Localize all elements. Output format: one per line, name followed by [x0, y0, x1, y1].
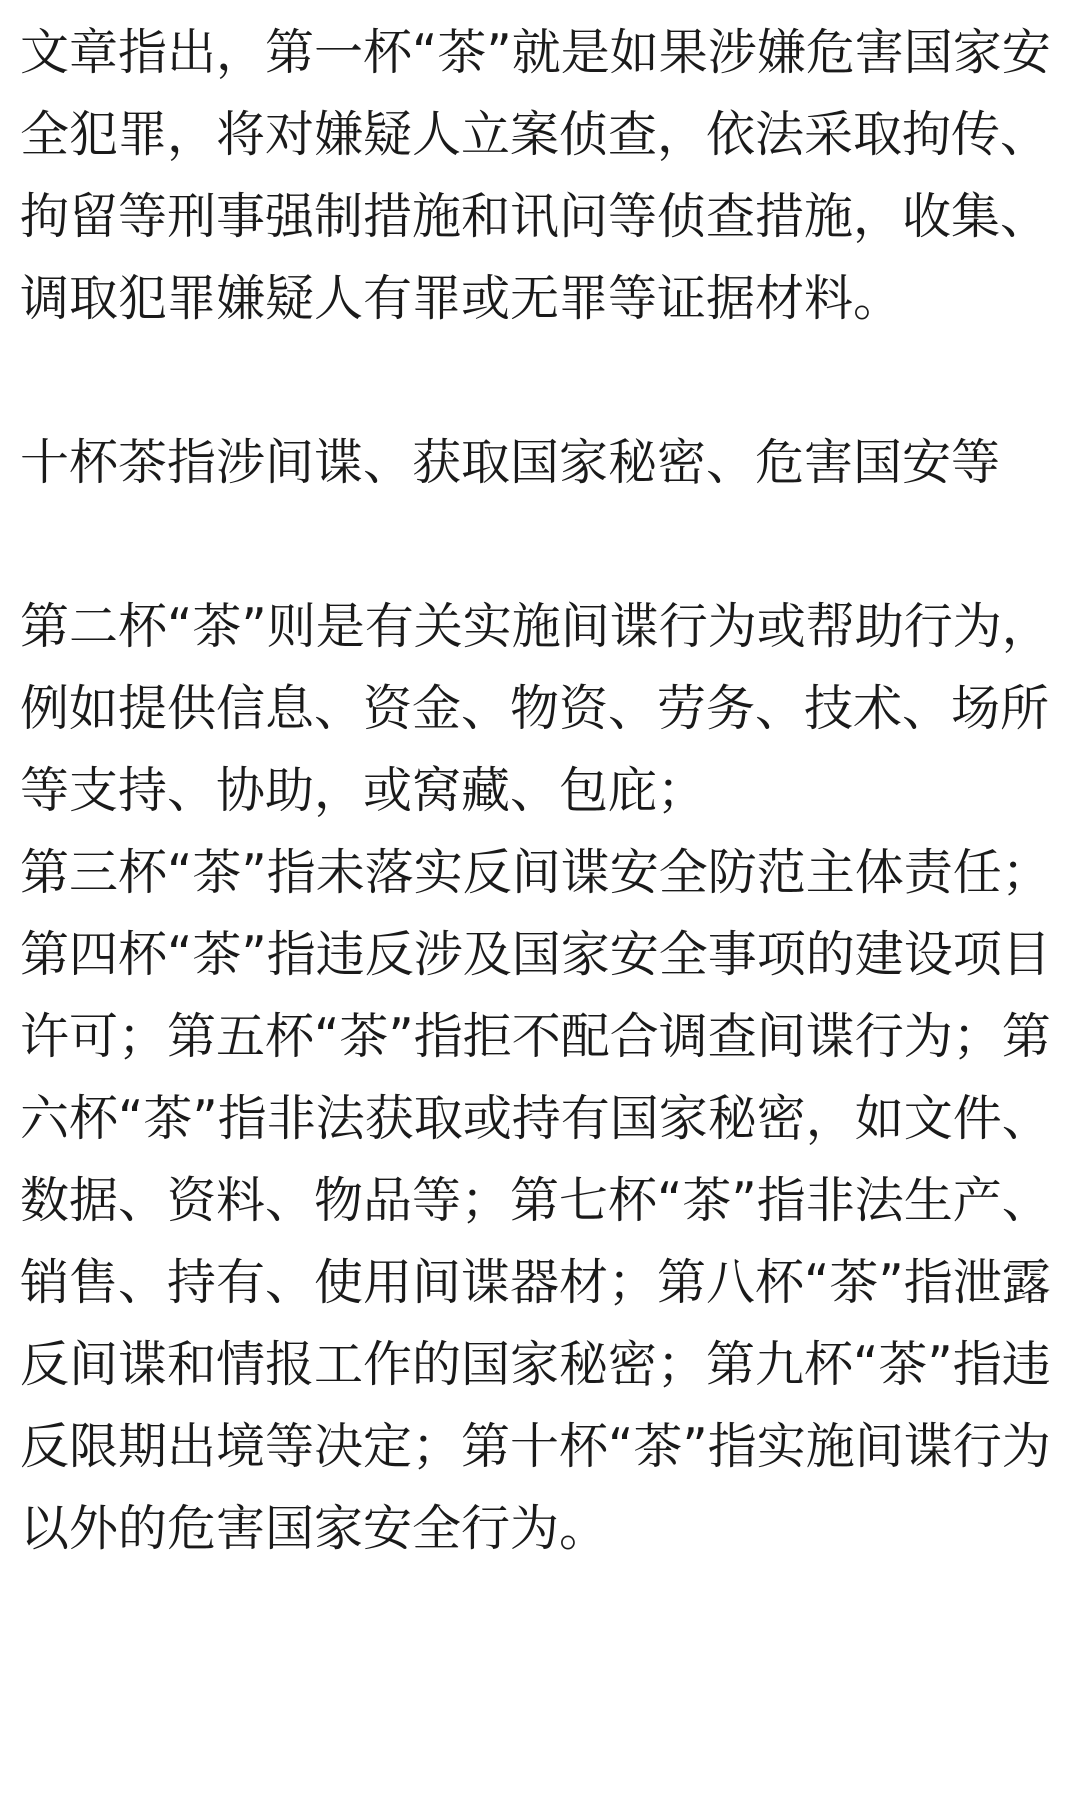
paragraph-second-cup: 第二杯“茶”则是有关实施间谍行为或帮助行为，例如提供信息、资金、物资、劳务、技术、场所等支持、协助，或窝藏、包庇； [20, 598, 1051, 819]
paragraph-third-to-tenth-cups: 第三杯“茶”指未落实反间谍安全防范主体责任；第四杯“茶”指违反涉及国家安全事项的建设项目许可；第五杯“茶”指拒不配合调查间谍行为；第六杯“茶”指非法获取或持有国家秘密，如文件、数据、资料、物品等；第七杯“茶”指非法生产、销售、持有、使用间谍器材；第八杯“茶”指泄露反间谍和情报工作的国家秘密；第九杯“茶”指违反限期出境等决定；第十杯“茶”指实施间谍行为以外的危害国家安全行为。 [20, 844, 1051, 1557]
paragraph-spacer [20, 504, 1068, 586]
article-body [20, 12, 1068, 1570]
paragraph-ten-cups-summary: 十杯茶指涉间谍、获取国家秘密、危害国安等 [20, 434, 1001, 491]
paragraph-first-cup: 文章指出，第一杯“茶”就是如果涉嫌危害国家安全犯罪，将对嫌疑人立案侦查，依法采取拘传、拘留等刑事强制措施和讯问等侦查措施，收集、调取犯罪嫌疑人有罪或无罪等证据材料。 [20, 24, 1051, 327]
paragraph-spacer [20, 340, 1068, 422]
